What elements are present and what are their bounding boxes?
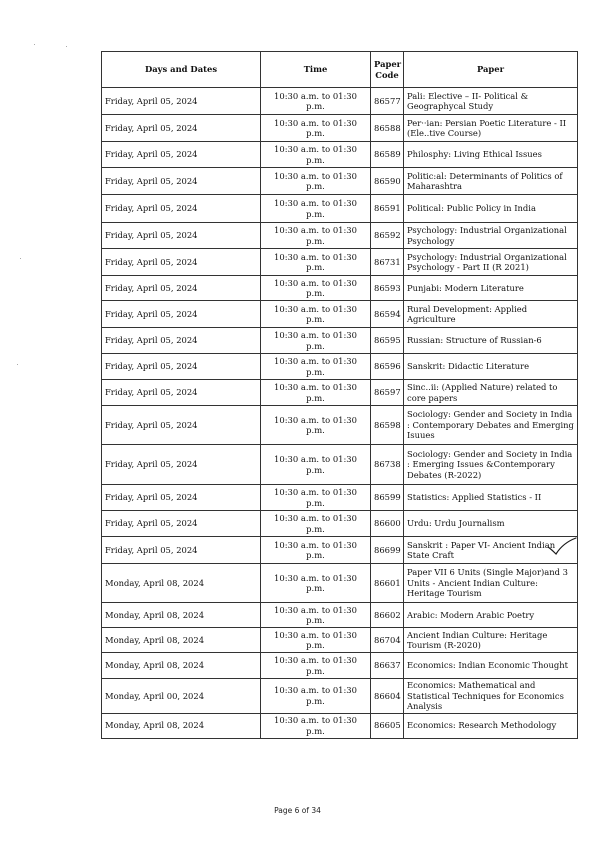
row-paper-code: 86595: [371, 328, 404, 354]
row-date: Friday, April 05, 2024: [102, 142, 261, 168]
row-time: 10:30 a.m. to 01:30 p.m.: [261, 276, 371, 301]
row-date: Friday, April 05, 2024: [102, 276, 261, 301]
table-row: [102, 168, 578, 195]
row-paper-code: 86731: [371, 249, 404, 276]
row-paper-code: 86601: [371, 564, 404, 603]
header-paper-code-line1: Paper: [374, 59, 402, 69]
row-time: 10:30 a.m. to 01:30 p.m.: [261, 628, 371, 653]
row-time: 10:30 a.m. to 01:30 p.m.: [261, 223, 371, 249]
row-paper-code: 86602: [371, 603, 404, 628]
row-time: 10:30 a.m. to 01:30 p.m.: [261, 115, 371, 142]
row-paper-code: 86604: [371, 679, 404, 714]
row-date: Monday, April 00, 2024: [102, 679, 261, 714]
page-number: Page 6 of 34: [274, 806, 321, 815]
table-row: [102, 445, 578, 485]
header-time: Time: [261, 52, 371, 88]
row-paper-code: 86597: [371, 380, 404, 406]
row-paper-code: 86590: [371, 168, 404, 195]
row-paper-code: 86605: [371, 713, 404, 738]
row-time: 10:30 a.m. to 01:30 p.m.: [261, 354, 371, 380]
row-paper-code: 86591: [371, 195, 404, 223]
scan-speck: [20, 258, 21, 259]
row-paper-name: Sanskrit: Didactic Literature: [404, 354, 578, 380]
table-row: [102, 301, 578, 328]
row-time: 10:30 a.m. to 01:30 p.m.: [261, 564, 371, 603]
row-paper-name: Psychology: Industrial Organizational Psychology: [404, 223, 578, 249]
table-row: [102, 328, 578, 354]
exam-timetable: [101, 51, 578, 739]
header-days-and-dates: Days and Dates: [102, 52, 261, 88]
row-paper-code: 86577: [371, 88, 404, 115]
row-time: 10:30 a.m. to 01:30 p.m.: [261, 445, 371, 485]
row-paper-name: Economics: Mathematical and Statistical Techniques for Economics Analysis: [404, 679, 578, 714]
table-row: [102, 142, 578, 168]
table-row: [102, 713, 578, 738]
row-paper-name: Political: Public Policy in India: [404, 195, 578, 223]
row-date: Friday, April 05, 2024: [102, 445, 261, 485]
row-paper-name: Psychology: Industrial Organizational Psychology - Part II (R 2021): [404, 249, 578, 276]
table-row: [102, 485, 578, 511]
row-paper-name: Rural Development: Applied Agriculture: [404, 301, 578, 328]
row-time: 10:30 a.m. to 01:30 p.m.: [261, 485, 371, 511]
table-row: [102, 537, 578, 564]
row-date: Friday, April 05, 2024: [102, 223, 261, 249]
table-row: [102, 354, 578, 380]
row-paper-name: Sociology: Gender and Society in India : Emerging Issues &Contemporary Debates (R-2022): [404, 445, 578, 485]
row-time: 10:30 a.m. to 01:30 p.m.: [261, 168, 371, 195]
row-time: 10:30 a.m. to 01:30 p.m.: [261, 603, 371, 628]
row-time: 10:30 a.m. to 01:30 p.m.: [261, 653, 371, 679]
row-time: 10:30 a.m. to 01:30 p.m.: [261, 713, 371, 738]
scan-speck: [66, 46, 67, 47]
row-date: Friday, April 05, 2024: [102, 328, 261, 354]
table-row: [102, 195, 578, 223]
row-paper-code: 86637: [371, 653, 404, 679]
row-time: 10:30 a.m. to 01:30 p.m.: [261, 679, 371, 714]
table-row: [102, 88, 578, 115]
table-header-row: [102, 52, 578, 88]
table-row: [102, 628, 578, 653]
row-paper-name: Russian: Structure of Russian-6: [404, 328, 578, 354]
scan-speck: [34, 44, 35, 45]
row-paper-name: Ancient Indian Culture: Heritage Tourism (R-2020): [404, 628, 578, 653]
row-time: 10:30 a.m. to 01:30 p.m.: [261, 537, 371, 564]
row-paper-name: Statistics: Applied Statistics - II: [404, 485, 578, 511]
row-date: Monday, April 08, 2024: [102, 628, 261, 653]
row-paper-name: Urdu: Urdu Journalism: [404, 511, 578, 537]
row-paper-name: Pali: Elective – II- Political & Geographycal Study: [404, 88, 578, 115]
table-row: [102, 380, 578, 406]
header-paper: Paper: [404, 52, 578, 88]
table-body: [102, 88, 578, 739]
row-date: Friday, April 05, 2024: [102, 195, 261, 223]
scan-speck: [17, 364, 18, 365]
row-date: Monday, April 08, 2024: [102, 564, 261, 603]
row-paper-name: Punjabi: Modern Literature: [404, 276, 578, 301]
row-paper-name: Economics: Research Methodology: [404, 713, 578, 738]
row-time: 10:30 a.m. to 01:30 p.m.: [261, 380, 371, 406]
table-row: [102, 603, 578, 628]
row-paper-code: 86593: [371, 276, 404, 301]
row-paper-code: 86738: [371, 445, 404, 485]
row-time: 10:30 a.m. to 01:30 p.m.: [261, 142, 371, 168]
row-time: 10:30 a.m. to 01:30 p.m.: [261, 328, 371, 354]
row-paper-code: 86600: [371, 511, 404, 537]
row-time: 10:30 a.m. to 01:30 p.m.: [261, 301, 371, 328]
row-paper-name: Paper VII 6 Units (Single Major)and 3 Units - Ancient Indian Culture: Heritage Tourism: [404, 564, 578, 603]
row-date: Friday, April 05, 2024: [102, 354, 261, 380]
row-date: Monday, April 08, 2024: [102, 713, 261, 738]
row-paper-code: 86588: [371, 115, 404, 142]
row-paper-code: 86598: [371, 406, 404, 445]
row-paper-code: 86596: [371, 354, 404, 380]
row-paper-name: Politic:al: Determinants of Politics of Maharashtra: [404, 168, 578, 195]
row-date: Friday, April 05, 2024: [102, 115, 261, 142]
row-paper-name: Sinc..ii: (Applied Nature) related to core papers: [404, 380, 578, 406]
table-row: [102, 511, 578, 537]
row-paper-code: 86704: [371, 628, 404, 653]
row-paper-code: 86592: [371, 223, 404, 249]
row-time: 10:30 a.m. to 01:30 p.m.: [261, 249, 371, 276]
row-paper-name: Per··ian: Persian Poetic Literature - II (Ele..tive Course): [404, 115, 578, 142]
row-paper-code: 86594: [371, 301, 404, 328]
row-date: Friday, April 05, 2024: [102, 406, 261, 445]
header-paper-code-line2: Code: [375, 69, 399, 80]
table-row: [102, 564, 578, 603]
row-paper-name: Sociology: Gender and Society in India : Contemporary Debates and Emerging Isuues: [404, 406, 578, 445]
row-date: Friday, April 05, 2024: [102, 249, 261, 276]
row-date: Friday, April 05, 2024: [102, 301, 261, 328]
table-row: [102, 223, 578, 249]
row-paper-code: 86589: [371, 142, 404, 168]
row-date: Friday, April 05, 2024: [102, 537, 261, 564]
table-row: [102, 276, 578, 301]
row-time: 10:30 a.m. to 01:30 p.m.: [261, 511, 371, 537]
row-paper-name: Economics: Indian Economic Thought: [404, 653, 578, 679]
table-row: [102, 115, 578, 142]
row-date: Friday, April 05, 2024: [102, 88, 261, 115]
row-date: Monday, April 08, 2024: [102, 603, 261, 628]
row-paper-name: Arabic: Modern Arabic Poetry: [404, 603, 578, 628]
table-row: [102, 679, 578, 714]
row-time: 10:30 a.m. to 01:30 p.m.: [261, 88, 371, 115]
table-row: [102, 249, 578, 276]
row-date: Friday, April 05, 2024: [102, 485, 261, 511]
header-paper-code: [371, 52, 404, 88]
row-date: Friday, April 05, 2024: [102, 380, 261, 406]
row-time: 10:30 a.m. to 01:30 p.m.: [261, 195, 371, 223]
row-time: 10:30 a.m. to 01:30 p.m.: [261, 406, 371, 445]
row-date: Friday, April 05, 2024: [102, 511, 261, 537]
row-paper-name: Philosphy: Living Ethical Issues: [404, 142, 578, 168]
row-paper-name: Sanskrit : Paper VI- Ancient Indian State Craft: [404, 537, 578, 564]
row-date: Friday, April 05, 2024: [102, 168, 261, 195]
row-date: Monday, April 08, 2024: [102, 653, 261, 679]
row-paper-code: 86599: [371, 485, 404, 511]
table-row: [102, 653, 578, 679]
checkmark-icon: [547, 536, 577, 558]
table-row: [102, 406, 578, 445]
row-paper-code: 86699: [371, 537, 404, 564]
